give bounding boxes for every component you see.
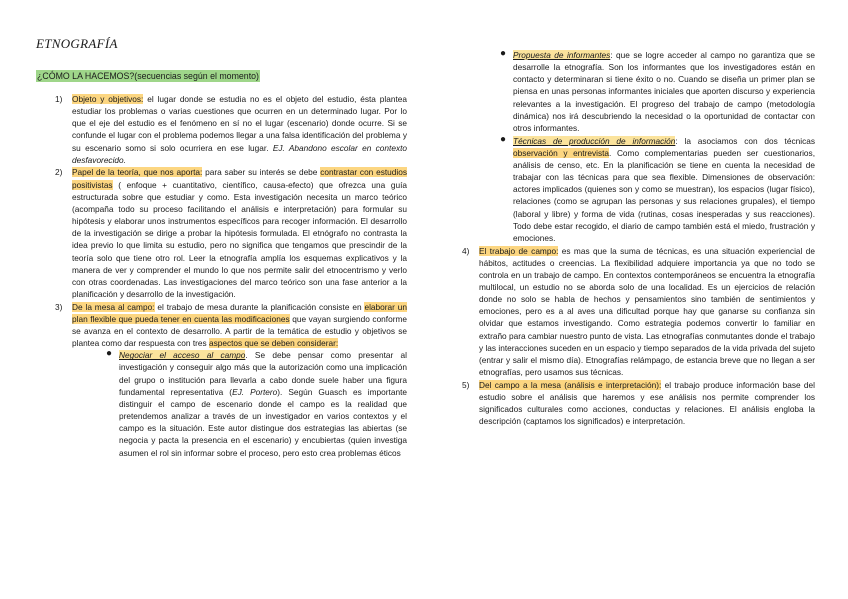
list-item-teoria [55,166,407,300]
list-item-campo-mesa [462,379,815,428]
item-number: 4) [462,245,470,256]
sub-item-informantes [496,49,815,134]
list-item-trabajo-campo [462,245,815,379]
item-example: EJ. Abandono escolar en contexto desfavorecido. [72,142,408,165]
item-number: 5) [462,379,470,390]
list-item-mesa-campo [55,301,407,459]
sub-item-label: Técnicas de producción de información [513,135,676,146]
item-text: el lugar donde se estudia no es el objeto del estudio, ésta plantea estudiar los problemas o varias cuestiones que ocurren en un determinado lugar. Por lo que el eje del estudio es el fenómeno en sí no el lugar (escenario) donde ocurre. Si se confunde el lugar con el problema podemos llegar a una falsa identificación del problema y su escenario somo si solo ocurriera en ese lugar. [72,94,407,153]
item-text: para saber su interés se debe [202,167,321,178]
item-text: el trabajo de mesa durante la planificación consiste en [154,301,365,312]
item-label: El trabajo de campo: [479,245,559,256]
item-highlight: aspectos que se deben considerar: [208,338,339,349]
item-text: ( enfoque + cuantitativo, científico, causa-efecto) que ofrezca una guía estructurada sobre que estudiar y como. Esta investigación necesita un marco teórico (acompaña todo su proceso facilitando el análisis e interpretación) para formular su hipótesis y elaborar unos instrumentos específicos para recoger información. El desarrollo de la investigación se dirige a probar la hipótesis formulada. El etnógrafo no contrasta la idea previo lo que limita su estudio, pero no significa que tengamos que prescindir de la teoría solo que tiene otro rol. Leer la etnografía amplía los esquemas explicativos y la manera de ver y comprender el mundo lo que nos permite salir del etnocentrismo y verlo con otras coordenadas. Las investigaciones del marco teórico son una fase anterior a la planificación y desarrollo de la investigación. [72,179,407,299]
list-item-objeto [55,93,407,166]
sub-item-text: : que se logre acceder al campo no garantiza que se desarrolle la etnografía. Son los informantes que los investigadores están en contacto y determinaran si tiene éxito o no. Cuando se diseña un primer plan se piensa en unas personas informantes iniciales que aporten discurso y experiencia relevantes a la investigación. El progreso del trabajo de campo (metodología dinámica) nos irá descubriendo la necesidad o la oportunidad de contactar con otros informantes. [513,50,815,133]
sub-item-tecnicas [496,135,815,244]
document-title: ETNOGRAFÍA [36,36,118,51]
sub-item-text: : la asociamos con dos técnicas [675,135,815,146]
sub-item-label: Propuesta de informantes [513,50,611,60]
bullet-icon: ● [106,348,113,360]
sub-item-label: Negociar el acceso al campo [119,350,246,361]
section-heading: ¿CÓMO LA HACEMOS?(secuencias según el momento) [37,71,259,81]
sub-item-text: . Se debe pensar como presentar al investigación y conseguir algo más que la autorización como una implicación del grupo o institución para llevarla a cabo donde suele haber una figura fundamental representativa ( [119,350,407,397]
item-number: 1) [55,94,63,104]
bullet-icon: ● [500,48,507,59]
bullet-icon: ● [500,133,507,145]
sub-item-text: . Como complementarias pueden ser cuestionarios, análisis de censo, etc. En la planificación se tiene en cuenta la necesidad de trabajar con las técnicas para que sea flexible. Dimensiones de observación: actores implicados (quienes son y como se muestran), los espacios (lugar físico), relaciones (como se agrupan las personas y sus relaciones grupales), el tiempo (laboral y libre) y forma de vida (rutinas, cosas inesperadas y sus reacciones). Todo debe estar recogido, el diario de campo también está el miedo, frustración y emociones. [513,147,816,243]
item-number: 2) [55,167,63,178]
item-number: 3) [55,301,63,312]
item-highlight: elaborar un plan flexible que pueda tener en cuenta las modificaciones [72,301,407,324]
item-text: es mas que la suma de técnicas, es una situación experiencial de hábitos, actitudes o creencias. La flexibilidad adquiere importancia ya que no todo se controla en un trabajo de campo. En contextos contemporáneos se encuentra la etnografía multilocal, un estudio no se aborda solo de una localidad. Es un ejercicios de relación donde no solo se habla de hechos y pensamientos sino también de sentimientos y emociones, pero es a al aves una dificultad porque hay que ganarse su confianza sin olvidar que estamos investigando. Como estrategia podemos convertir lo familiar en extraño para cambiar nuestro punto de vista. Las etnografías conmutantes donde el trabajo y las interacciones suceden en un espacio y tiempo separados de la vida privada del sujeto (entrar y salir el mismo día). Etnografías relámpago, de estancia breve que no llegan a ser etnografías, pero usamos sus técnicas. [479,245,815,378]
sub-item-text: ). Según Guasch es importante distinguir el campo de escenario donde el campo es la realidad que pretendemos analizar a través de un investigador en varios contextos y el campo es la situación. Este autor distingue dos estrategias las abiertas (se negocia y pacta la presencia en el escenario) y encubiertas (quien investiga asumen el rol sin informar sobre el proceso, pero esto crea problemas éticos [119,386,407,458]
item-text: que vayan surgiendo conforme se avanza en el contexto de desarrollo. A partir de la temática de estudio y objetivos se plantea como dar respuesta con tres [72,313,408,349]
item-label: Objeto y objetivos: [72,94,144,104]
sub-item-negociar [102,349,407,458]
sub-item-example: EJ. Portero [232,386,278,397]
left-column [55,93,407,459]
right-column [462,49,815,428]
item-label: Papel de la teoría, que nos aporta: [72,167,203,178]
item-highlight: contrastar con estudios positivistas [72,167,408,190]
item-label: De la mesa al campo: [72,301,155,312]
item-label: Del campo a la mesa (análisis e interpretación): [479,379,662,390]
item-highlight: observación y entrevista [513,147,610,158]
item-text: el trabajo produce información base del estudio sobre el análisis que haremos y ese análisis nos permite comprender los significados culturales como acciones, conductas y relaciones. El análisis engloba la descripción (captamos los significados) e interpretación. [479,379,815,427]
